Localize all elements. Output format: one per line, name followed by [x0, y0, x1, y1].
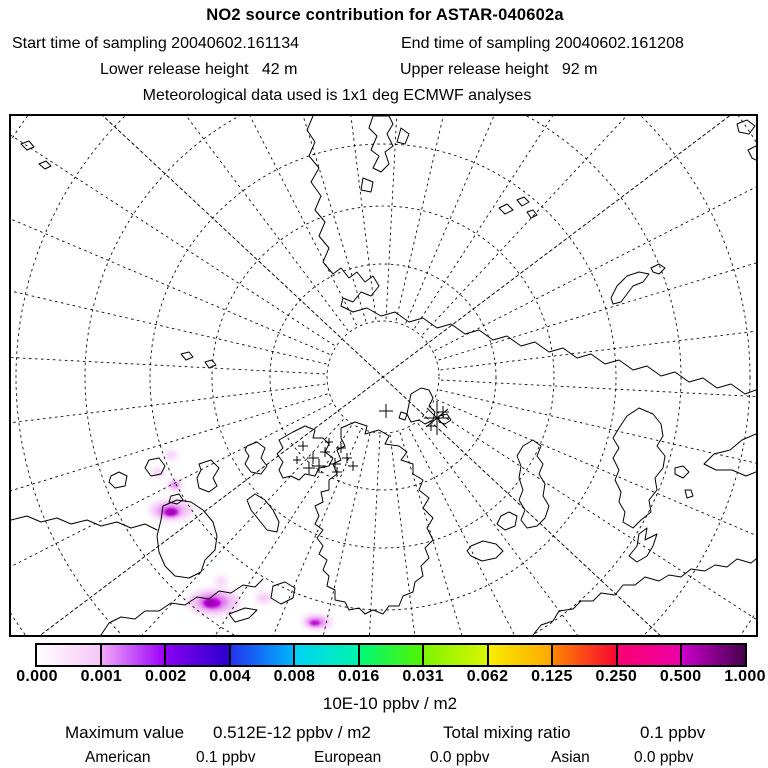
start-time-label: Start time of sampling 20040602.161134	[12, 35, 300, 52]
colorbar-segment	[489, 645, 554, 665]
colorbar-tick: 0.016	[338, 668, 380, 685]
source-european-value: 0.0 ppbv	[430, 749, 490, 766]
colorbar-tick: 0.001	[80, 668, 123, 685]
colorbar-segment	[424, 645, 489, 665]
source-asian-label: Asian	[551, 749, 590, 766]
colorbar-tick: 0.062	[466, 668, 509, 685]
source-american-label: American	[85, 749, 151, 766]
met-data-label: Meteorological data used is 1x1 deg ECMWF analyses	[142, 87, 532, 104]
page-title: NO2 source contribution for ASTAR-040602a	[206, 6, 564, 24]
colorbar-segment	[682, 645, 745, 665]
upper-release-label: Upper release height 92 m	[400, 61, 598, 78]
colorbar-tick: 0.031	[402, 668, 444, 685]
colorbar-tick: 0.125	[531, 668, 573, 685]
source-asian-value: 0.0 ppbv	[634, 749, 694, 766]
colorbar-tick: 1.000	[724, 668, 766, 685]
colorbar-segment	[37, 645, 102, 665]
plume-blobs	[149, 451, 332, 629]
source-american-value: 0.1 ppbv	[196, 749, 256, 766]
colorbar-tick: 0.000	[16, 668, 58, 685]
total-mixing-ratio-label: Total mixing ratio	[443, 723, 571, 742]
source-european-label: European	[314, 749, 382, 766]
colorbar-tick: 0.002	[144, 668, 187, 685]
colorbar-tick: 0.008	[273, 668, 316, 685]
end-time-label: End time of sampling 20040602.161208	[401, 35, 684, 52]
colorbar-segment	[295, 645, 360, 665]
map-svg	[11, 116, 756, 635]
colorbar-segment	[553, 645, 618, 665]
maximum-value: 0.512E-12 ppbv / m2	[213, 723, 371, 742]
colorbar-tick: 0.500	[659, 668, 702, 685]
lower-release-label: Lower release height 42 m	[100, 61, 298, 78]
polar-map-frame	[9, 114, 758, 637]
colorbar-segment	[102, 645, 167, 665]
colorbar-segment	[360, 645, 425, 665]
colorbar-tick: 0.004	[209, 668, 251, 685]
colorbar-tick: 0.250	[595, 668, 638, 685]
colorbar-segment	[618, 645, 683, 665]
maximum-value-label: Maximum value	[65, 723, 185, 742]
colorbar	[35, 643, 747, 667]
colorbar-unit-label: 10E-10 ppbv / m2	[322, 694, 458, 713]
colorbar-segment	[231, 645, 296, 665]
colorbar-segment	[166, 645, 231, 665]
total-mixing-ratio-value: 0.1 ppbv	[640, 723, 706, 742]
coastlines	[11, 116, 756, 635]
